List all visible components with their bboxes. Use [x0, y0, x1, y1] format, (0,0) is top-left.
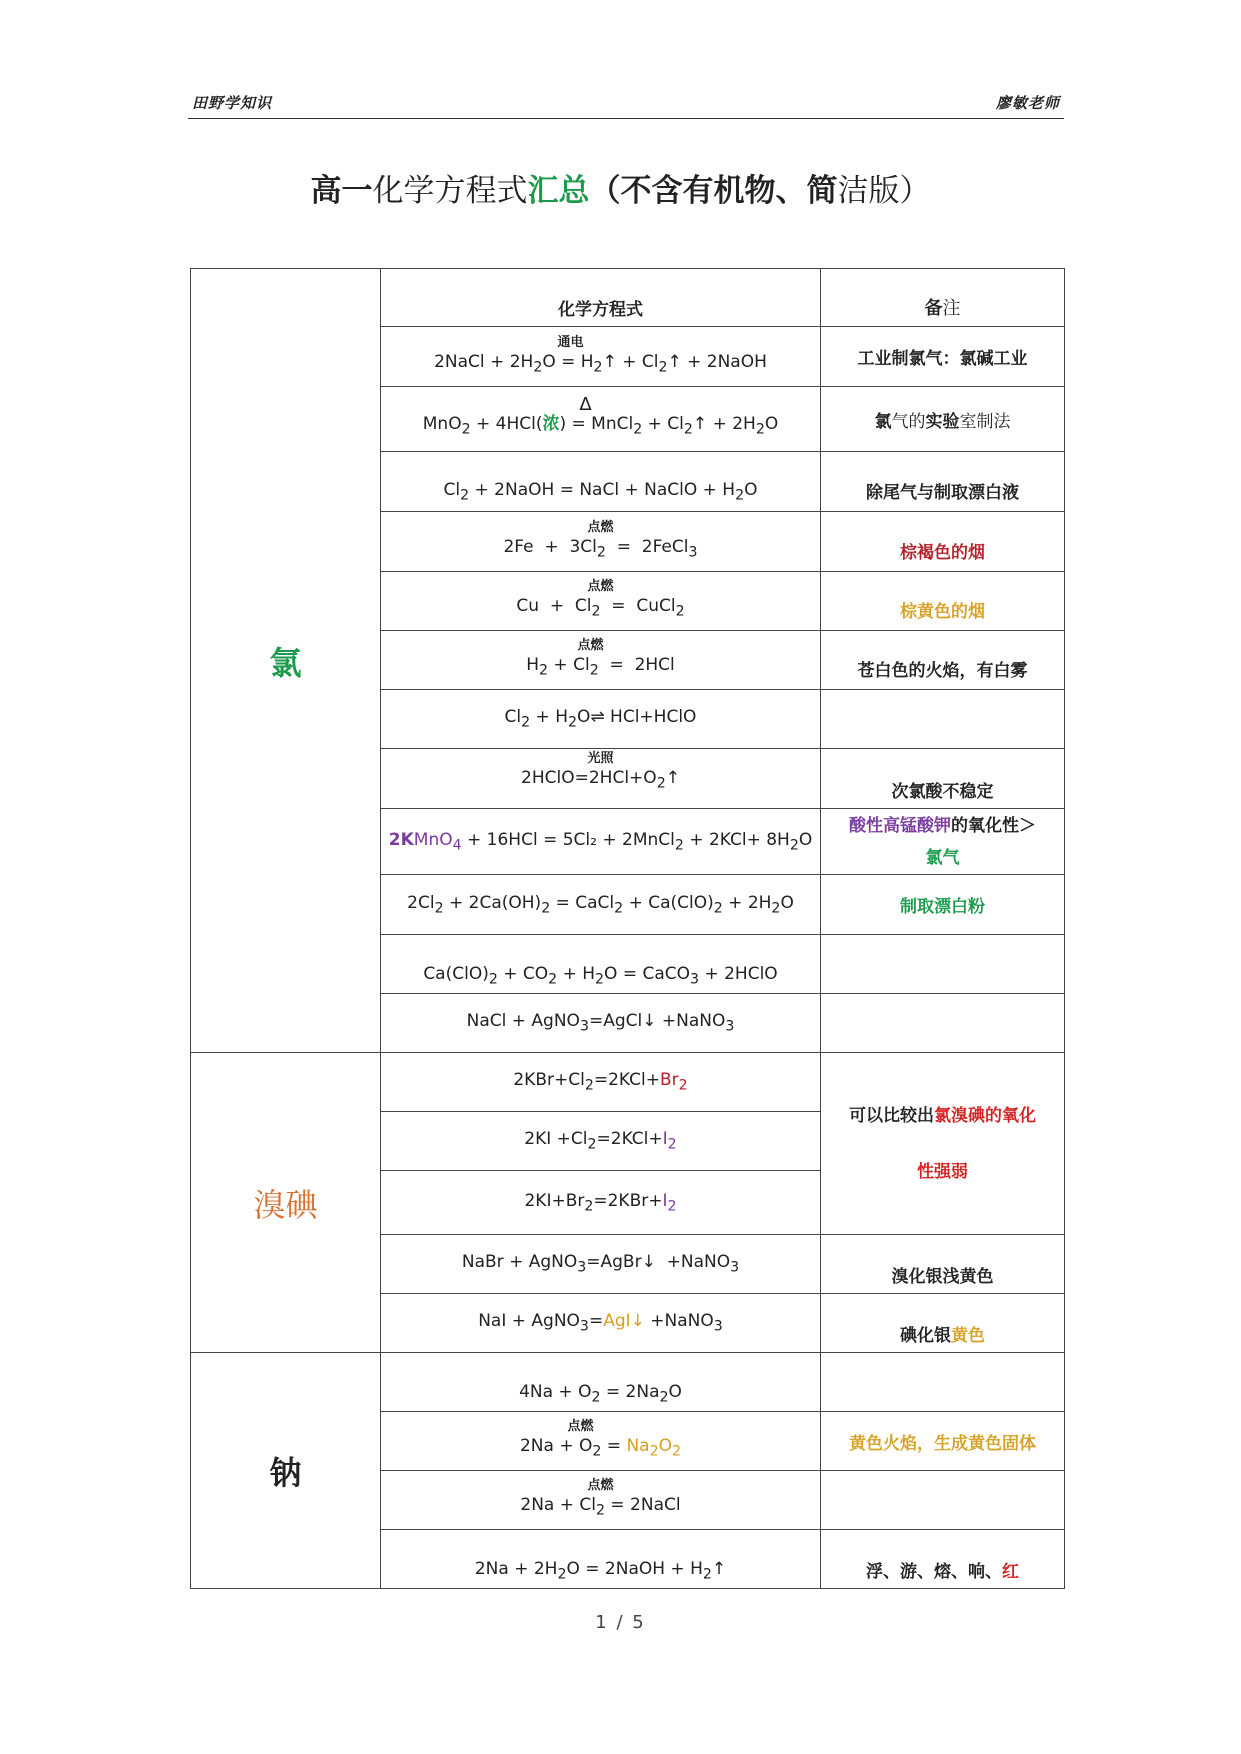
note-part: 实验: [925, 411, 960, 432]
equation-cell: NaCl + AgNO$_3$=AgCl↓ +NaNO$_3$: [381, 994, 821, 1053]
condition-label: 点燃: [577, 638, 604, 654]
note-cell: 棕黄色的烟: [821, 572, 1065, 631]
equation-text: $H_2 + Cl_2 = 2HCl$: [526, 655, 675, 679]
equation-text: $2Na + Cl_2$ = 2NaCl: [520, 1495, 681, 1519]
note-cell: 除尾气与制取漂白液: [821, 452, 1065, 512]
title-part5: 简: [806, 173, 838, 209]
equation-cell: [381, 387, 821, 452]
equation-cell: $2Cl_2 + 2Ca(OH)_2$ = CaCl$_2$ + $Ca(ClO)_2 + 2H_2O$: [381, 875, 821, 935]
equation-cell: [381, 1412, 821, 1471]
title-part2: 化学方程式: [372, 173, 528, 209]
note-part: 氯溴碘的氧化: [934, 1105, 1036, 1126]
group-chlorine: 氯: [191, 269, 381, 1053]
heat-symbol: Δ: [579, 394, 592, 416]
title-part6: 洁版）: [837, 173, 931, 209]
group-sodium: [191, 1353, 381, 1589]
equation-text: $2Na + O_2 = Na_2O_2$: [519, 1436, 682, 1460]
header-left: 田野学知识: [192, 94, 273, 112]
equation-cell: [381, 572, 821, 631]
note-cell: 次氯酸不稳定: [821, 749, 1065, 809]
equation-cell: $2KI+Br_2=2KBr+I_2$: [381, 1171, 821, 1235]
equation-cell: [381, 327, 821, 387]
note-cell: 工业制氯气：氯碱工业: [821, 327, 1065, 387]
note-cell: 溴化银浅黄色: [821, 1235, 1065, 1294]
condition-label: 光照: [587, 751, 614, 766]
equation-cell: $4Na + O_2 = 2Na_2O$: [381, 1353, 821, 1412]
note-cell: 制取漂白粉: [821, 875, 1065, 935]
note-cell: 棕褐色的烟: [821, 512, 1065, 572]
equation-text: $2Fe + 3Cl_2$ = 2FeCl$_3$: [503, 536, 698, 561]
note-part: 氯: [874, 411, 892, 432]
note-part: 性强弱: [917, 1161, 968, 1182]
note-cell: [821, 935, 1065, 994]
note-part: 气的: [891, 411, 926, 432]
note-cell: 黄色火焰，生成黄色固体: [821, 1412, 1065, 1471]
equation-cell: [381, 1471, 821, 1530]
note-cell: [821, 1530, 1065, 1589]
note-cell: [821, 1294, 1065, 1353]
equation-cell: $Ca(ClO)_2 + CO_2 + H_2O$ = CaCO$_3$ + 2HClO: [381, 935, 821, 994]
note-part: 碘化银: [900, 1326, 951, 1346]
note-cell: [821, 1471, 1065, 1530]
condition-label: 点燃: [567, 1419, 594, 1435]
group-bromine-iodine: [191, 1053, 381, 1353]
note-cell: [821, 387, 1065, 452]
equation-text: MnO$_2$ + 4HCl(浓) = MnCl$_2$ + $Cl_2↑ + 2H_2O$: [422, 414, 779, 438]
equation-cell: [381, 749, 821, 809]
note-cell: [821, 690, 1065, 749]
condition-label: 点燃: [587, 1478, 614, 1494]
note-cell: 苍白色的火焰，有白雾: [821, 631, 1065, 690]
title-part4: （不含有机物、: [589, 173, 807, 209]
note-cell: [821, 1353, 1065, 1412]
note-part: 浮、游、熔、响、: [866, 1562, 1002, 1582]
equation-cell: $2KBr+Cl_2=2KCl+Br_2$: [381, 1053, 821, 1112]
equation-cell: [381, 512, 821, 572]
table-row: [191, 1053, 1065, 1112]
group-label: 溴碘: [253, 1185, 318, 1224]
equation-text: 2NaCl + $2H_2O$ = $H_2↑$ + $Cl_2↑$ + 2NaOH: [434, 351, 767, 376]
page-number: 1 / 5: [595, 1612, 646, 1633]
note-part: 室制法: [959, 411, 1011, 432]
condition-label: 通电: [557, 334, 584, 350]
equation-cell: NaI + AgNO$_3$=AgI↓ +NaNO$_3$: [381, 1294, 821, 1353]
note-part: 黄色: [951, 1326, 985, 1346]
equation-text: $Cu + Cl_2$ = CuCl$_2$: [516, 596, 685, 620]
equation-cell: $2KI +Cl_2=2KCl+I_2$: [381, 1112, 821, 1171]
condition-label: 点燃: [587, 579, 614, 595]
equation-cell: $Cl_2$ + $H_2O\rightleftharpoons$ HCl+HClO: [381, 690, 821, 749]
group-label: 钠: [269, 1453, 302, 1492]
note-header-a: 备: [924, 298, 943, 319]
note-cell: [821, 994, 1065, 1053]
concentrated-label: 浓: [542, 414, 560, 435]
table-row: [191, 1353, 1065, 1412]
page-title: [0, 165, 1241, 210]
note-cell: [821, 1053, 1065, 1235]
note-part: 氯气: [925, 847, 960, 868]
note-part: 红: [1002, 1562, 1019, 1582]
note-cell: [821, 809, 1065, 875]
equation-text: $2HClO=2HCl+O_2↑$: [521, 768, 680, 792]
header-right: 廖敏老师: [995, 94, 1060, 112]
note-part: 可以比较出: [849, 1105, 934, 1126]
equation-table: [190, 268, 1065, 1589]
page-header: [188, 90, 1064, 119]
title-part3: 汇总: [527, 173, 590, 209]
table-header-row: [191, 269, 1065, 327]
equation-cell: NaBr + AgNO$_3$=AgBr↓ +NaNO$_3$: [381, 1235, 821, 1294]
equation-cell: [381, 631, 821, 690]
equation-cell: $2Na + 2H_2O$ = 2NaOH + $H_2↑$: [381, 1530, 821, 1589]
condition-label: 点燃: [587, 519, 614, 535]
column-header-note: [821, 269, 1065, 327]
column-header-equation: 化学方程式: [381, 269, 821, 327]
note-part: 酸性高锰酸钾: [849, 815, 951, 836]
title-part1: 高一: [310, 173, 373, 209]
note-header-b: 注: [942, 298, 961, 319]
equation-cell: $Cl_2$ + 2NaOH = NaCl + NaClO + $H_2O$: [381, 452, 821, 512]
note-part: 的氧化性＞: [951, 815, 1036, 836]
equation-cell: 2KMnO$_4$ + 16HCl = 5Cl₂ + 2MnCl$_2$ + $2KCl+ 8H_2O$: [381, 809, 821, 875]
